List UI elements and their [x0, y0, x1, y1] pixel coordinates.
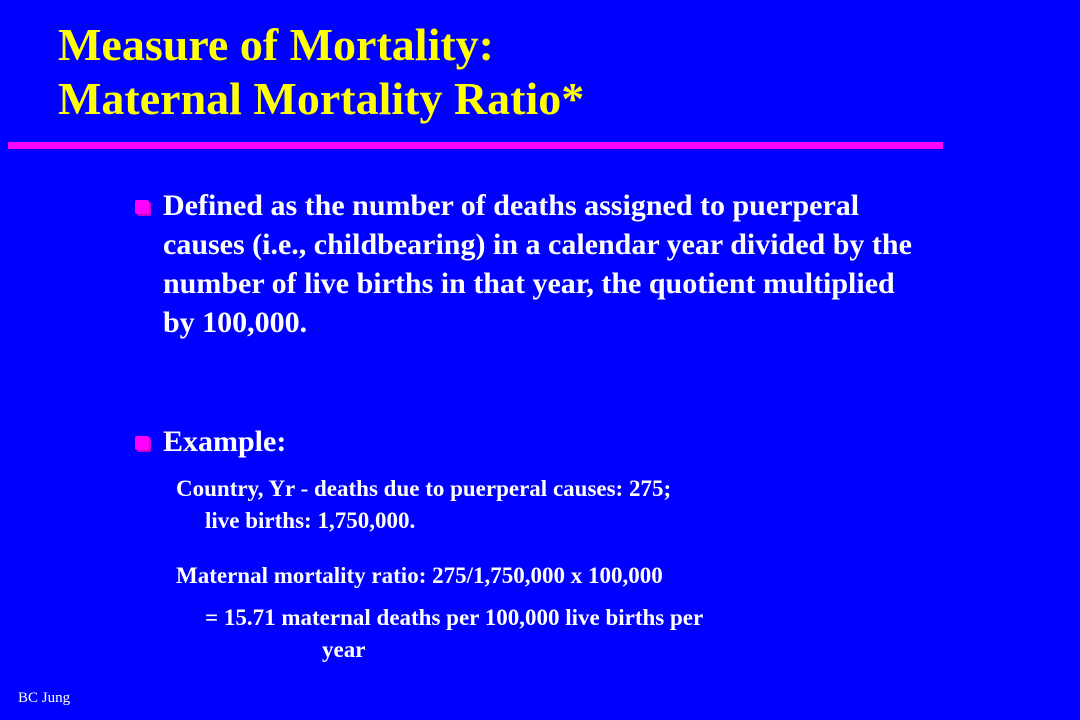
title-divider: [8, 142, 943, 149]
example-line-5: year: [322, 637, 366, 662]
example-line-4: = 15.71 maternal deaths per 100,000 live births per: [205, 605, 704, 630]
definition-text: Defined as the number of deaths assigned to puerperal causes (i.e., childbearing) in a calendar year divided by the number of live births in that year, the quotient multiplied by 100,000.: [163, 189, 912, 339]
slide-title: [58, 18, 584, 126]
footer-author: BC Jung: [18, 690, 71, 706]
example-line-1: Country, Yr - deaths due to puerperal causes: 275;: [176, 476, 672, 501]
bullet-icon: [135, 436, 149, 450]
example-line-2: live births: 1,750,000.: [205, 508, 416, 533]
bullet-icon: [135, 200, 149, 214]
title-line-2: Maternal Mortality Ratio*: [58, 73, 585, 124]
example-heading: Example:: [163, 425, 287, 458]
title-line-1: Measure of Mortality:: [58, 19, 494, 70]
example-line-3: Maternal mortality ratio: 275/1,750,000 x 100,000: [176, 563, 663, 588]
